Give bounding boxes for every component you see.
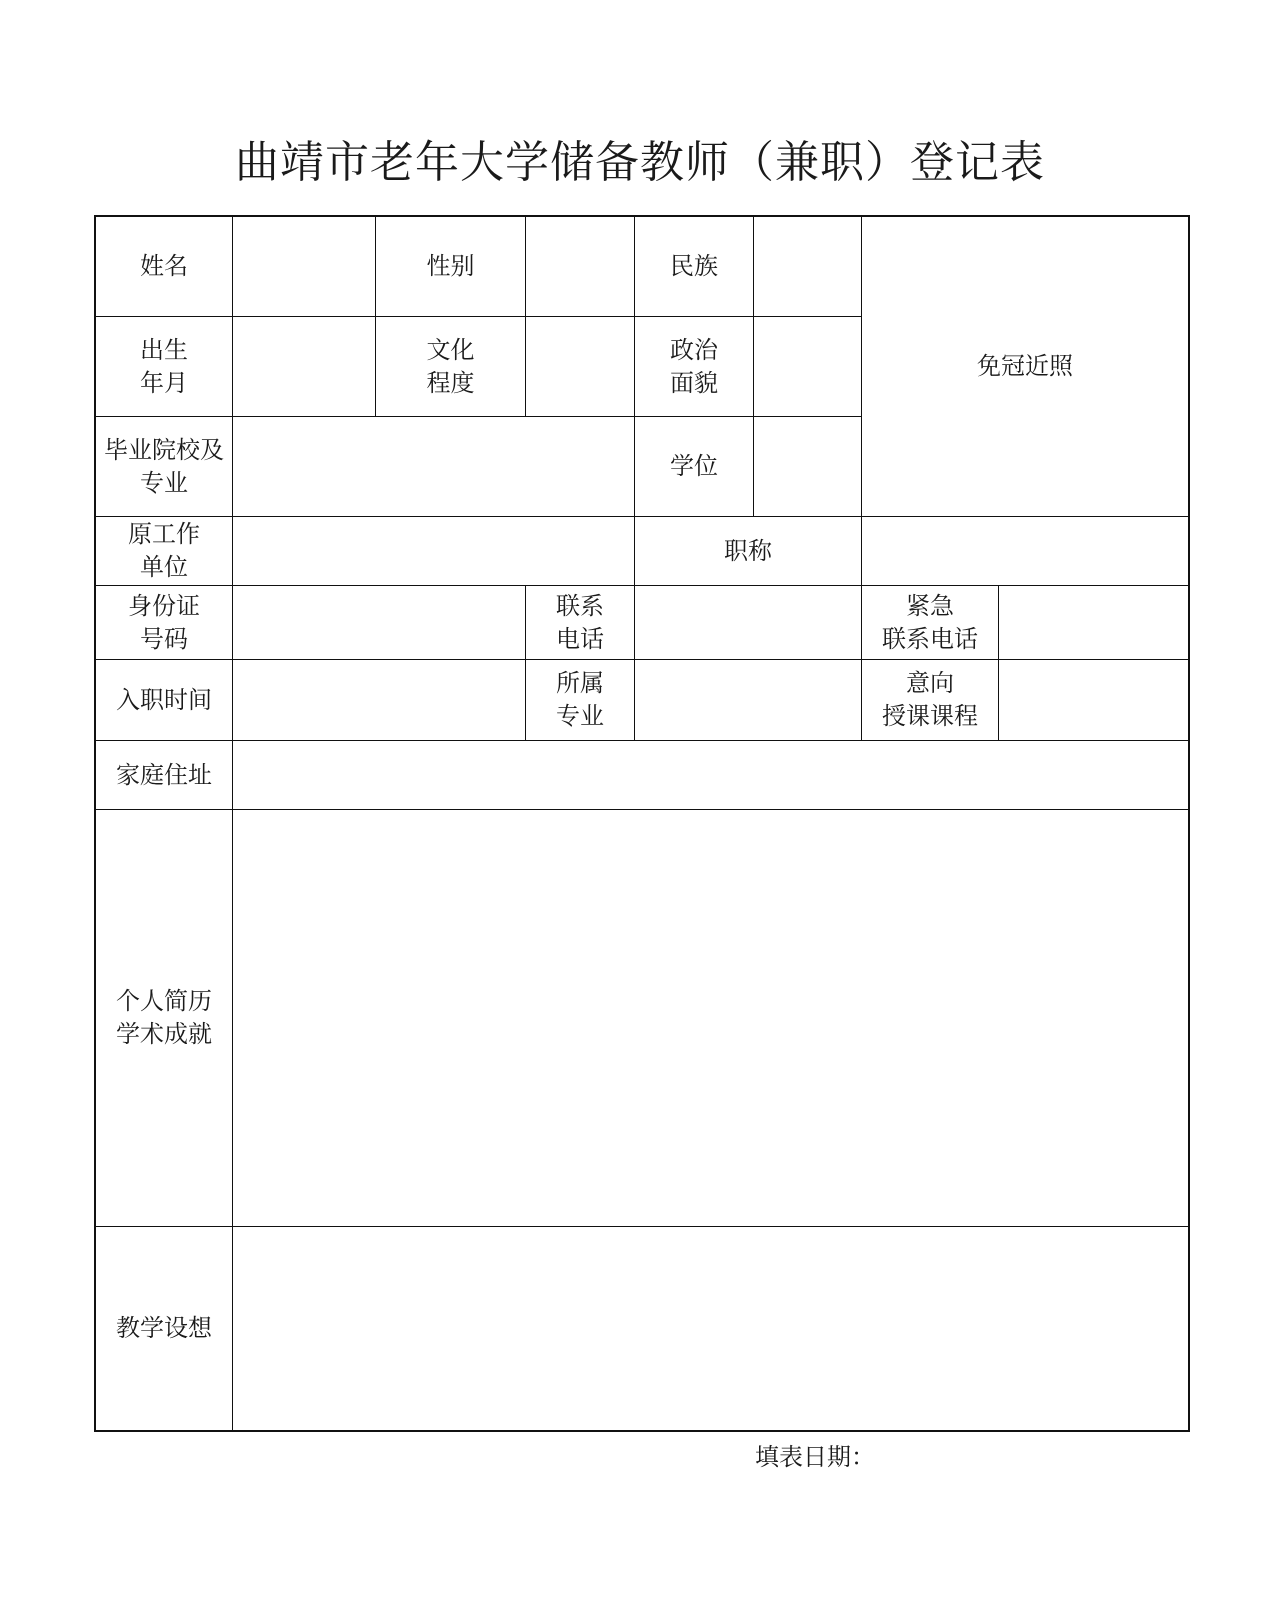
label-political: 政治 面貌 [635, 317, 754, 417]
fill-date-label: 填表日期： [755, 1443, 875, 1471]
address-field[interactable] [233, 741, 1188, 810]
form-title: 曲靖市老年大学储备教师（兼职）登记表 [235, 137, 1045, 188]
label-phone: 联系 电话 [526, 586, 635, 660]
label-hire-date: 入职时间 [96, 660, 233, 741]
registration-form-table [94, 215, 1190, 1432]
political-field[interactable] [754, 317, 862, 417]
former-employer-field[interactable] [233, 517, 635, 586]
photo-box[interactable]: 免冠近照 [862, 217, 1188, 517]
label-resume: 个人简历 学术成就 [96, 810, 233, 1227]
phone-field[interactable] [635, 586, 862, 660]
label-job-title: 职称 [635, 517, 862, 586]
ethnicity-field[interactable] [754, 217, 862, 317]
label-emergency-phone: 紧急 联系电话 [862, 586, 999, 660]
label-specialty: 所属 专业 [526, 660, 635, 741]
label-school: 毕业院校及 专业 [96, 417, 233, 517]
label-birth: 出生 年月 [96, 317, 233, 417]
label-former-employer: 原工作 单位 [96, 517, 233, 586]
label-gender: 性别 [376, 217, 526, 317]
intended-courses-field[interactable] [999, 660, 1188, 741]
label-intended-courses: 意向 授课课程 [862, 660, 999, 741]
education-field[interactable] [526, 317, 635, 417]
emergency-phone-field[interactable] [999, 586, 1188, 660]
label-address: 家庭住址 [96, 741, 233, 810]
label-education: 文化 程度 [376, 317, 526, 417]
label-id-number: 身份证 号码 [96, 586, 233, 660]
label-degree: 学位 [635, 417, 754, 517]
degree-field[interactable] [754, 417, 862, 517]
id-number-field[interactable] [233, 586, 526, 660]
label-ethnicity: 民族 [635, 217, 754, 317]
school-field[interactable] [233, 417, 635, 517]
resume-field[interactable] [233, 810, 1188, 1227]
gender-field[interactable] [526, 217, 635, 317]
hire-date-field[interactable] [233, 660, 526, 741]
specialty-field[interactable] [635, 660, 862, 741]
birth-field[interactable] [233, 317, 376, 417]
job-title-field[interactable] [862, 517, 1188, 586]
teaching-plan-field[interactable] [233, 1227, 1188, 1430]
label-teaching-plan: 教学设想 [96, 1227, 233, 1430]
name-field[interactable] [233, 217, 376, 317]
label-name: 姓名 [96, 217, 233, 317]
